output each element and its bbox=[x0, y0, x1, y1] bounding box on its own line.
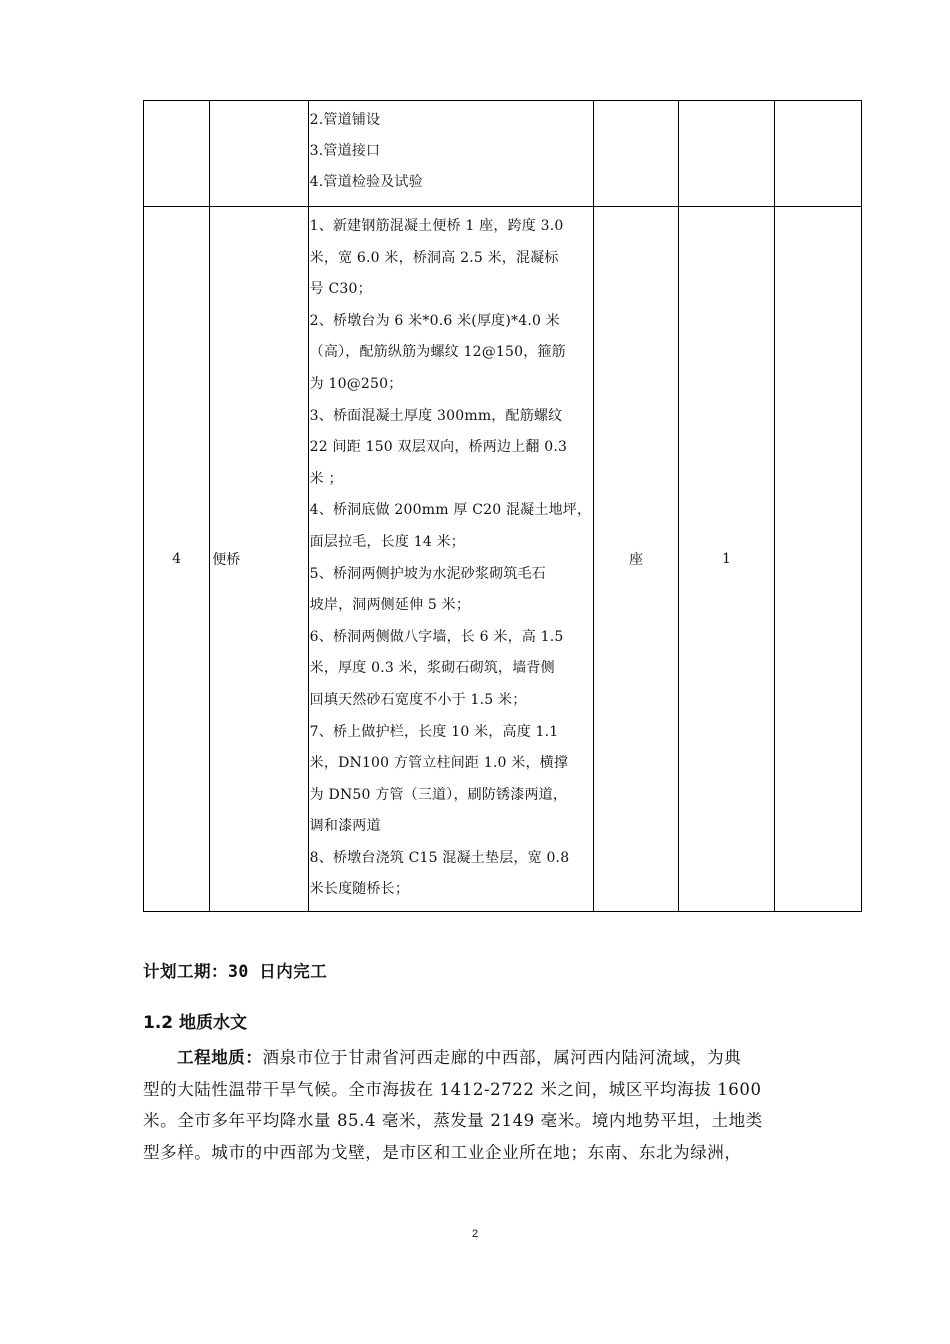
page-number: 2 bbox=[471, 1228, 479, 1240]
section-heading: 1.2 地质水文 bbox=[143, 1013, 248, 1033]
cell-unit: 座 bbox=[593, 207, 678, 912]
content-line: 2、桥墩台为 6 米*0.6 米(厚度)*4.0 米 bbox=[309, 312, 560, 329]
content-line: 调和漆两道 bbox=[309, 818, 381, 835]
geology-paragraph bbox=[143, 1042, 808, 1168]
content-line: 为 DN50 方管（三道），刷防锈漆两道， bbox=[309, 786, 568, 803]
paragraph-line: 型的大陆性温带干旱气候。全市海拔在 1412-2722 米之间，城区平均海拔 1600 bbox=[143, 1079, 762, 1099]
content-line: 22 间距 150 双层双向，桥两边上翻 0.3 bbox=[309, 439, 568, 456]
content-lines bbox=[309, 101, 593, 202]
cell-qty: 1 bbox=[679, 207, 774, 912]
content-line: 为 10@250； bbox=[309, 375, 403, 392]
content-line: 回填天然砂石宽度不小于 1.5 米； bbox=[309, 691, 527, 708]
content-line: 3.管道接口 bbox=[309, 143, 381, 159]
content-line: 米，厚度 0.3 米，浆砌石砌筑，墙背侧 bbox=[309, 660, 555, 677]
paragraph-line bbox=[143, 1042, 808, 1074]
paragraph-text: 酒泉市位于甘肃省河西走廊的中西部，属河西内陆河流域，为典 bbox=[262, 1048, 742, 1067]
content-line: 面层拉毛，长度 14 米； bbox=[309, 533, 465, 550]
content-line: 坡岸，洞两侧延伸 5 米； bbox=[309, 597, 471, 614]
content-line: 5、桥洞两侧护坡为水泥砂浆砌筑毛石 bbox=[309, 565, 546, 582]
work-items-table bbox=[143, 100, 862, 912]
content-line: 4.管道检验及试验 bbox=[309, 174, 423, 190]
content-line: 米，DN100 方管立柱间距 1.0 米，横撑 bbox=[309, 755, 569, 772]
content-line: 6、桥洞两侧做八字墙，长 6 米，高 1.5 bbox=[309, 628, 564, 645]
cell-name: 便桥 bbox=[210, 207, 308, 912]
content-line: 2.管道铺设 bbox=[309, 112, 381, 128]
content-line: 1、新建钢筋混凝土便桥 1 座，跨度 3.0 bbox=[309, 218, 564, 234]
content-line: 米 ； bbox=[309, 470, 343, 487]
paragraph-lead: 工程地质： bbox=[177, 1048, 263, 1067]
schedule-heading: 计划工期：30 日内完工 bbox=[143, 962, 328, 981]
content-line: （高），配筋纵筋为螺纹 12@150，箍筋 bbox=[309, 344, 566, 361]
content-line: 3、桥面混凝土厚度 300mm，配筋螺纹 bbox=[309, 407, 563, 424]
cell-no: 4 bbox=[144, 207, 210, 912]
content-line: 7、桥上做护栏，长度 10 米，高度 1.1 bbox=[309, 723, 559, 740]
cell-content bbox=[308, 101, 593, 207]
table-row bbox=[144, 207, 862, 912]
cell-unit bbox=[593, 101, 678, 207]
paragraph-line: 米。全市多年平均降水量 85.4 毫米，蒸发量 2149 毫米。境内地势平坦，土地类 bbox=[143, 1111, 763, 1130]
cell-remark bbox=[774, 101, 861, 207]
content-line: 米长度随桥长； bbox=[309, 881, 410, 898]
content-line: 号 C30； bbox=[309, 281, 372, 298]
content-lines bbox=[309, 207, 593, 910]
cell-name bbox=[210, 101, 308, 207]
content-line: 米，宽 6.0 米，桥洞高 2.5 米，混凝标 bbox=[309, 249, 559, 266]
cell-remark bbox=[774, 207, 861, 912]
content-line: 4、桥洞底做 200mm 厚 C20 混凝土地坪， bbox=[309, 502, 592, 519]
cell-content bbox=[308, 207, 593, 912]
content-line: 8、桥墩台浇筑 C15 混凝土垫层，宽 0.8 bbox=[309, 849, 570, 866]
table-row bbox=[144, 101, 862, 207]
cell-qty bbox=[679, 101, 774, 207]
cell-no bbox=[144, 101, 210, 207]
paragraph-line: 型多样。城市的中西部为戈壁，是市区和工业企业所在地；东南、东北为绿洲， bbox=[143, 1142, 742, 1162]
